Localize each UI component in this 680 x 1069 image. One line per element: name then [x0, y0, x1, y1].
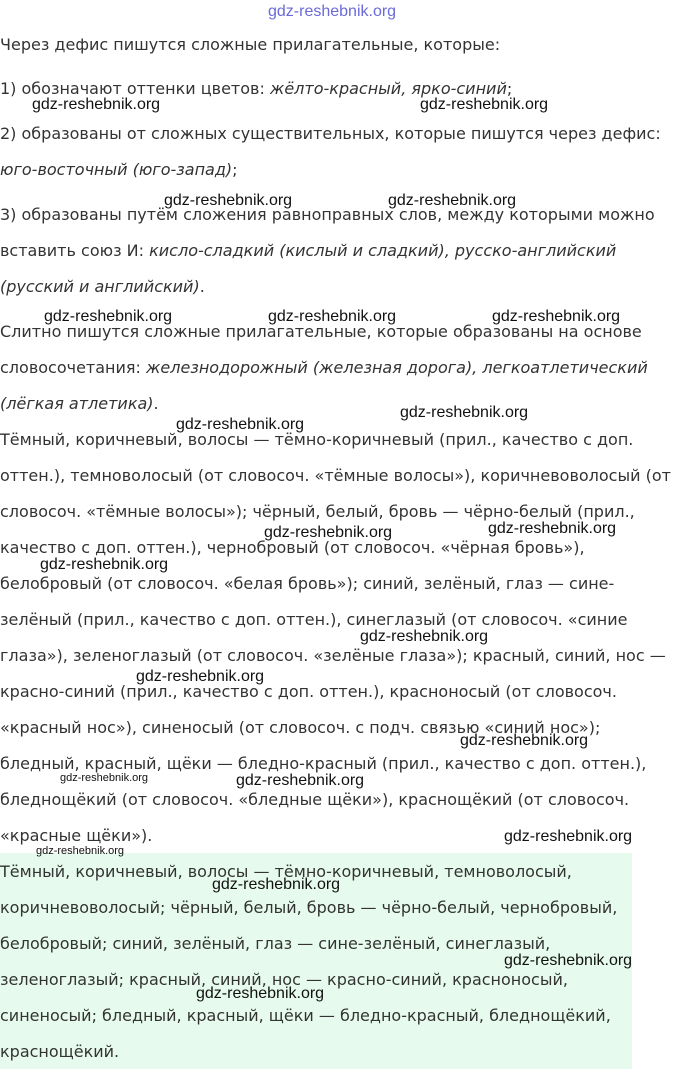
analysis-line: оттен.), темноволосый (от словосоч. «тёмные волосы»), коричневоволосый (от: [0, 466, 671, 485]
answer-line: коричневоволосый; чёрный, белый, бровь — чёрно-белый, чернобровый,: [0, 898, 618, 917]
watermark: gdz-reshebnik.org: [388, 192, 517, 209]
watermark: gdz-reshebnik.org: [504, 952, 633, 969]
analysis-line: бледный, красный, щёки — бледно-красный (прил., качество с доп. оттен.),: [0, 754, 647, 773]
rules-intro: Через дефис пишутся сложные прилагательные, которые:: [0, 35, 501, 54]
watermark: gdz-reshebnik.org: [32, 96, 161, 113]
watermark: gdz-reshebnik.org: [268, 3, 397, 20]
watermark: gdz-reshebnik.org: [36, 845, 125, 857]
rule-3-line-2: вставить союз И: кисло-сладкий (кислый и сладкий), русско-английский: [0, 241, 617, 260]
watermark: gdz-reshebnik.org: [488, 520, 617, 537]
watermark: gdz-reshebnik.org: [360, 628, 489, 645]
watermark: gdz-reshebnik.org: [40, 556, 169, 573]
analysis-line: Тёмный, коричневый, волосы — тёмно-коричневый (прил., качество с доп.: [0, 430, 634, 449]
answer-line: белобровый; синий, зелёный, глаз — сине-зелёный, синеглазый,: [0, 934, 551, 953]
watermark: gdz-reshebnik.org: [236, 772, 365, 789]
analysis-line: «красный нос»), синеносый (от словосоч. с подч. связью «синий нос»);: [0, 718, 601, 737]
watermark: gdz-reshebnik.org: [212, 876, 341, 893]
analysis-line: качество с доп. оттен.), чернобровый (от словосоч. «чёрная бровь»),: [0, 538, 585, 557]
answer-line: зеленоглазый; красный, синий, нос — красно-синий, красноносый,: [0, 970, 568, 989]
rule-2-example: юго-восточный (юго-запад);: [0, 160, 238, 179]
analysis-line: красно-синий (прил., качество с доп. оттен.), красноносый (от словосоч.: [0, 682, 617, 701]
watermark: gdz-reshebnik.org: [196, 985, 325, 1002]
watermark: gdz-reshebnik.org: [136, 668, 265, 685]
watermark: gdz-reshebnik.org: [460, 732, 589, 749]
rule-1: 1) обозначают оттенки цветов: жёлто-красный, ярко-синий;: [0, 79, 513, 98]
analysis-line: бледнощёкий (от словосоч. «бледные щёки»), краснощёкий (от словосоч.: [0, 790, 630, 809]
watermark: gdz-reshebnik.org: [176, 416, 305, 433]
analysis-line: зелёный (прил., качество с доп. оттен.), синеглазый (от словосоч. «синие: [0, 610, 628, 629]
rule-3-line-3: (русский и английский).: [0, 277, 205, 296]
watermark: gdz-reshebnik.org: [492, 308, 621, 325]
answer-line: синеносый; бледный, красный, щёки — бледно-красный, бледнощёкий,: [0, 1006, 611, 1025]
rule-3-line-1: 3) образованы путём сложения равноправных слов, между которыми можно: [0, 205, 655, 224]
watermark: gdz-reshebnik.org: [420, 96, 549, 113]
solid-rule-line-2: словосочетания: железнодорожный (железная дорога), легкоатлетический: [0, 358, 648, 377]
rule-2-line-1: 2) образованы от сложных существительных, которые пишутся через дефис:: [0, 124, 661, 143]
watermark: gdz-reshebnik.org: [504, 828, 633, 845]
watermark: gdz-reshebnik.org: [264, 524, 393, 541]
analysis-line: глаза»), зеленоглазый (от словосоч. «зелёные глаза»); красный, синий, нос —: [0, 646, 666, 665]
analysis-line: «красные щёки»).: [0, 826, 153, 845]
watermark: gdz-reshebnik.org: [400, 404, 529, 421]
watermark: gdz-reshebnik.org: [44, 308, 173, 325]
watermark: gdz-reshebnik.org: [60, 772, 149, 784]
solid-rule-line-3: (лёгкая атлетика).: [0, 394, 159, 413]
watermark: gdz-reshebnik.org: [164, 192, 293, 209]
analysis-line: словосоч. «тёмные волосы»); чёрный, белый, бровь — чёрно-белый (прил.,: [0, 502, 635, 521]
answer-line: Тёмный, коричневый, волосы — тёмно-коричневый, темноволосый,: [0, 862, 572, 881]
solid-rule-line-1: Слитно пишутся сложные прилагательные, которые образованы на основе: [0, 322, 642, 341]
watermark: gdz-reshebnik.org: [268, 308, 397, 325]
answer-line: краснощёкий.: [0, 1042, 120, 1061]
analysis-line: белобровый (от словосоч. «белая бровь»); синий, зелёный, глаз — сине-: [0, 574, 615, 593]
